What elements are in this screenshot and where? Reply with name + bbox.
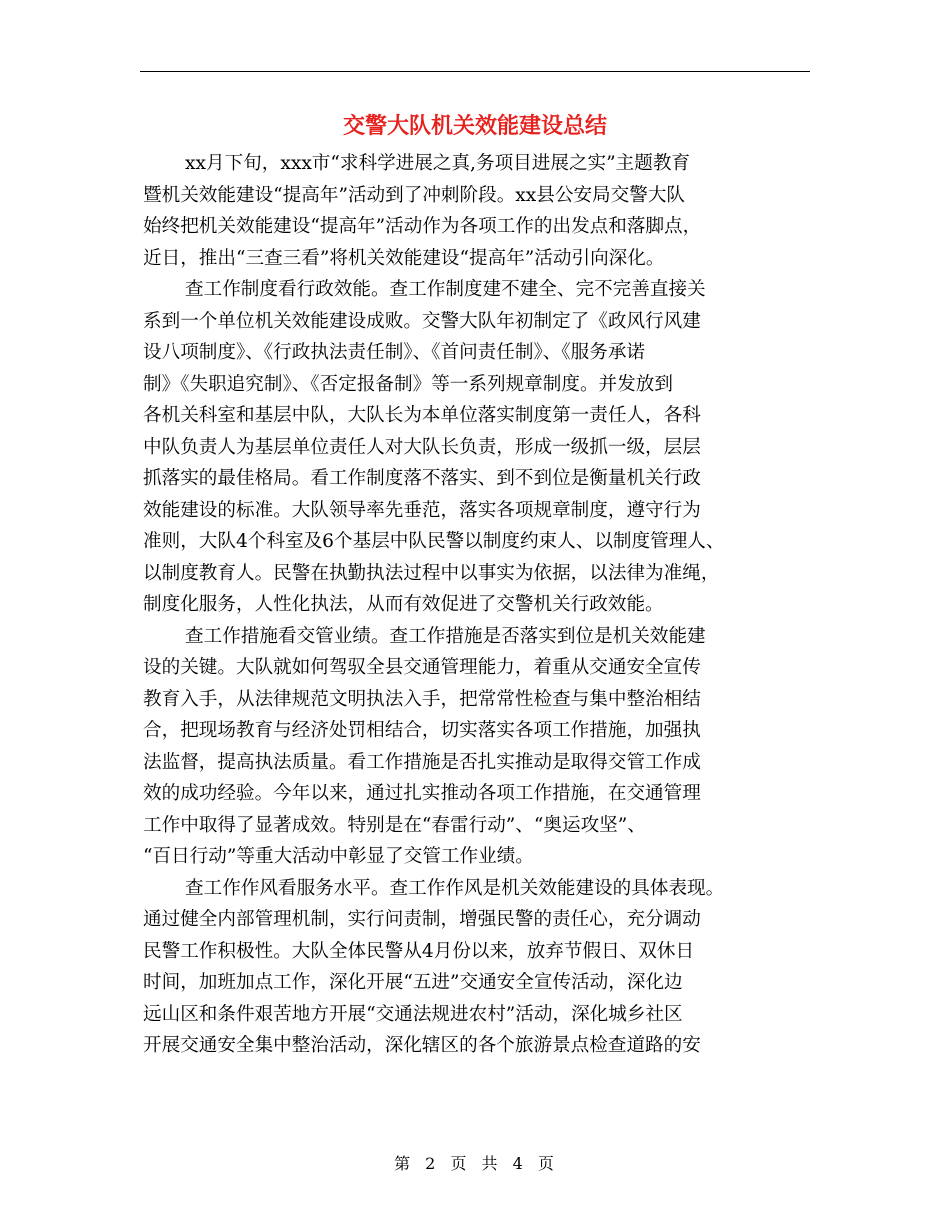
- paragraph-line: 民警工作积极性。大队全体民警从4月份以来，放弃节假日、双休日: [143, 940, 695, 962]
- paragraph-line: 查工作措施看交管业绩。查工作措施是否落实到位是机关效能建: [185, 625, 706, 647]
- paragraph-line: 通过健全内部管理机制，实行问责制，增强民警的责任心，充分调动: [143, 909, 701, 930]
- paragraph-line: 设八项制度》、《行政执法责任制》、《首问责任制》、《服务承诺: [143, 342, 646, 363]
- paragraph-line: 合，把现场教育与经济处罚相结合，切实落实各项工作措施，加强执: [143, 720, 701, 741]
- paragraph-line: xx月下旬，xxx市“求科学进展之真,务项目进展之实”主题教育: [185, 153, 691, 174]
- paragraph-line: 制度化服务，人性化执法，从而有效促进了交警机关行政效能。: [143, 594, 664, 615]
- paragraph-line: 教育入手，从法律规范文明执法入手，把常常性检查与集中整治相结: [143, 688, 701, 710]
- paragraph-line: 准则，大队4个科室及6个基层中队民警以制度约束人、以制度管理人、: [143, 531, 725, 552]
- paragraph-line: 近日，推出“三查三看”将机关效能建设“提高年”活动引向深化。: [143, 247, 665, 269]
- paragraph-line: 制》《失职追究制》、《否定报备制》等一系列规章制度。并发放到: [143, 373, 673, 395]
- document-body: [143, 148, 815, 1062]
- paragraph-line: 工作中取得了显著成效。特别是在“春雷行动”、“奥运攻坚”、: [143, 814, 646, 836]
- paragraph-line: 设的关键。大队就如何驾驭全县交通管理能力，着重从交通安全宣传: [143, 657, 701, 678]
- page-number: 第 2 页 共 4 页: [394, 1154, 556, 1173]
- paragraph-line: 查工作制度看行政效能。查工作制度建不建全、完不完善直接关: [185, 279, 706, 300]
- paragraph-line: 法监督，提高执法质量。看工作措施是否扎实推动是取得交管工作成: [143, 751, 701, 773]
- paragraph-line: 远山区和条件艰苦地方开展“交通法规进农村”活动，深化城乡社区: [143, 1003, 683, 1025]
- paragraph-line: 暨机关效能建设“提高年”活动到了冲刺阶段。xx县公安局交警大队: [143, 184, 686, 206]
- paragraph-line: 始终把机关效能建设“提高年”活动作为各项工作的出发点和落脚点，: [143, 216, 702, 237]
- header-rule: [140, 71, 810, 72]
- document-title: 交警大队机关效能建设总结: [342, 113, 607, 139]
- paragraph-line: 抓落实的最佳格局。看工作制度落不落实、到不到位是衡量机关行政: [143, 468, 701, 489]
- paragraph-line: 开展交通安全集中整治活动，深化辖区的各个旅游景点检查道路的安: [143, 1035, 701, 1056]
- paragraph-line: 各机关科室和基层中队，大队长为本单位落实制度第一责任人，各科: [143, 405, 701, 426]
- paragraph-line: 以制度教育人。民警在执勤执法过程中以事实为依据，以法律为准绳，: [143, 562, 720, 584]
- paragraph-line: 系到一个单位机关效能建设成败。交警大队年初制定了《政风行风建: [143, 310, 701, 332]
- paragraph-line: 查工作作风看服务水平。查工作作风是机关效能建设的具体表现。: [185, 877, 725, 899]
- paragraph-line: 效能建设的标准。大队领导率先垂范，落实各项规章制度，遵守行为: [143, 499, 701, 521]
- paragraph-line: 效的成功经验。今年以来，通过扎实推动各项工作措施，在交通管理: [143, 783, 701, 804]
- paragraph-line: “百日行动”等重大活动中彰显了交管工作业绩。: [143, 846, 534, 867]
- paragraph-line: 时间，加班加点工作，深化开展“五进”交通安全宣传活动，深化边: [143, 972, 683, 993]
- paragraph-line: 中队负责人为基层单位责任人对大队长负责，形成一级抓一级，层层: [143, 436, 701, 458]
